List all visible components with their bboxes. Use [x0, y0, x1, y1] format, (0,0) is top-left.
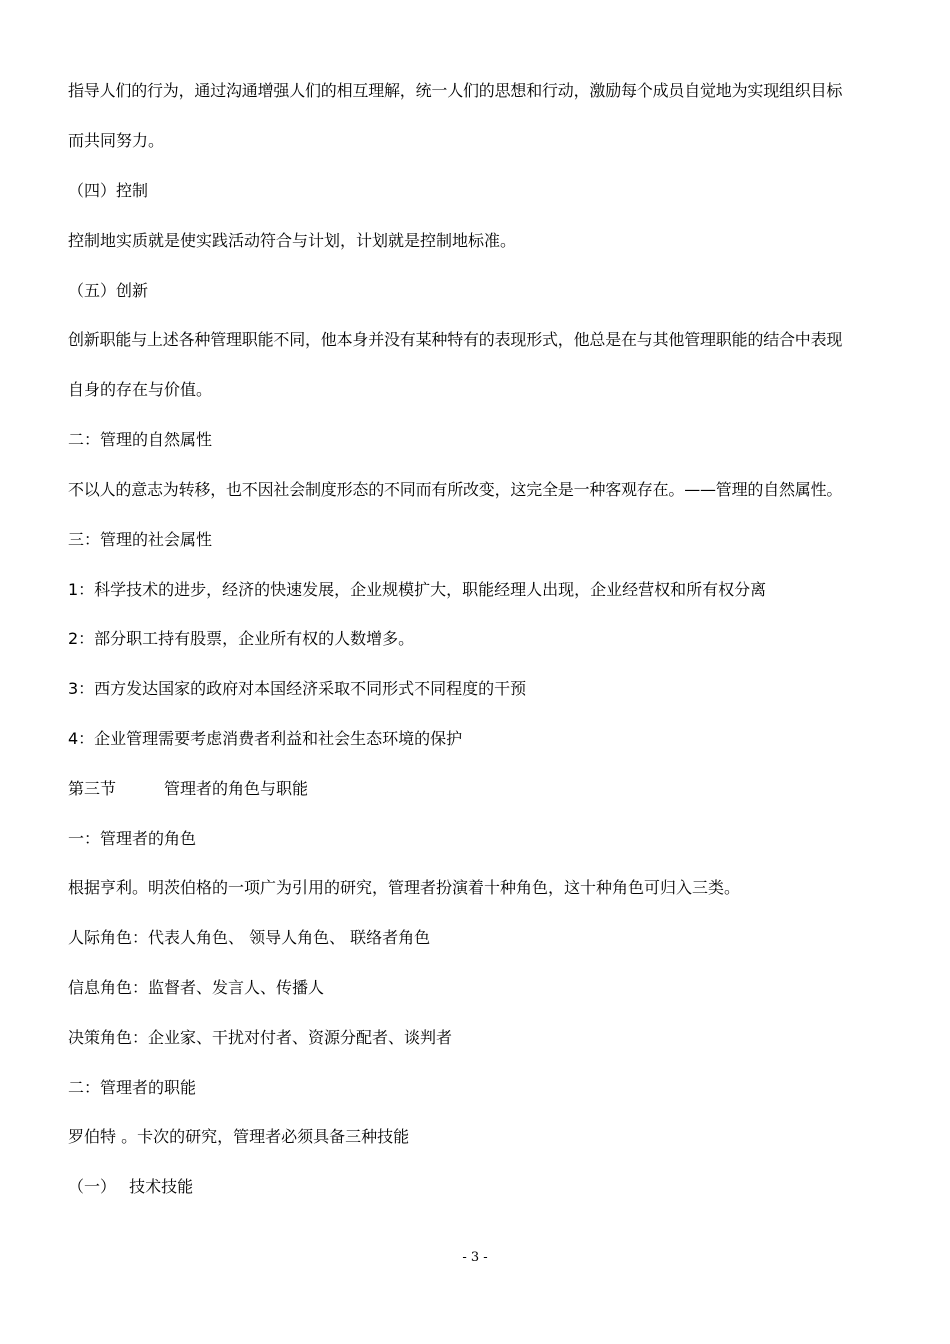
section-heading: （五）创新: [68, 281, 149, 300]
section-heading: （四）控制: [68, 181, 149, 200]
text-line: 不以人的意志为转移，也不因社会制度形态的不同而有所改变，这完全是一种客观存在。——管理的自然属性。: [68, 480, 843, 499]
text-line: 控制地实质就是使实践活动符合与计划，计划就是控制地标准。: [68, 231, 517, 250]
section-heading: 二：管理的自然属性: [68, 430, 213, 449]
text-line: 信息角色：监督者、发言人、传播人: [68, 978, 325, 997]
list-item: 2：部分职工持有股票，企业所有权的人数增多。: [68, 629, 415, 648]
section-heading: 二：管理者的职能: [68, 1078, 197, 1097]
text-line: 决策角色：企业家、干扰对付者、资源分配者、谈判者: [68, 1028, 453, 1047]
page-number: - 3 -: [462, 1250, 488, 1265]
text-line: 罗伯特 。卡次的研究，管理者必须具备三种技能: [68, 1127, 410, 1146]
text-line: 创新职能与上述各种管理职能不同，他本身并没有某种特有的表现形式，他总是在与其他管理职能的结合中表现: [68, 330, 843, 349]
list-item: 4：企业管理需要考虑消费者利益和社会生态环境的保护: [68, 729, 463, 748]
text-line: 自身的存在与价值。: [68, 380, 213, 399]
section-heading: 一：管理者的角色: [68, 829, 197, 848]
section-heading: 三：管理的社会属性: [68, 530, 213, 549]
list-item: 1：科学技术的进步，经济的快速发展，企业规模扩大，职能经理人出现，企业经营权和所有权分离: [68, 580, 767, 599]
text-line: 而共同努力。: [68, 131, 165, 150]
section-heading: 第三节 管理者的角色与职能: [68, 779, 309, 798]
text-line: 指导人们的行为，通过沟通增强人们的相互理解，统一人们的思想和行动，激励每个成员自觉地为实现组织目标: [68, 81, 843, 100]
text-line: 根据亨利。明茨伯格的一项广为引用的研究，管理者扮演着十种角色，这十种角色可归入三类。: [68, 878, 741, 897]
list-item: 3：西方发达国家的政府对本国经济采取不同形式不同程度的干预: [68, 679, 527, 698]
text-line: 人际角色：代表人角色、 领导人角色、 联络者角色: [68, 928, 431, 947]
section-heading: （一） 技术技能: [68, 1177, 194, 1196]
